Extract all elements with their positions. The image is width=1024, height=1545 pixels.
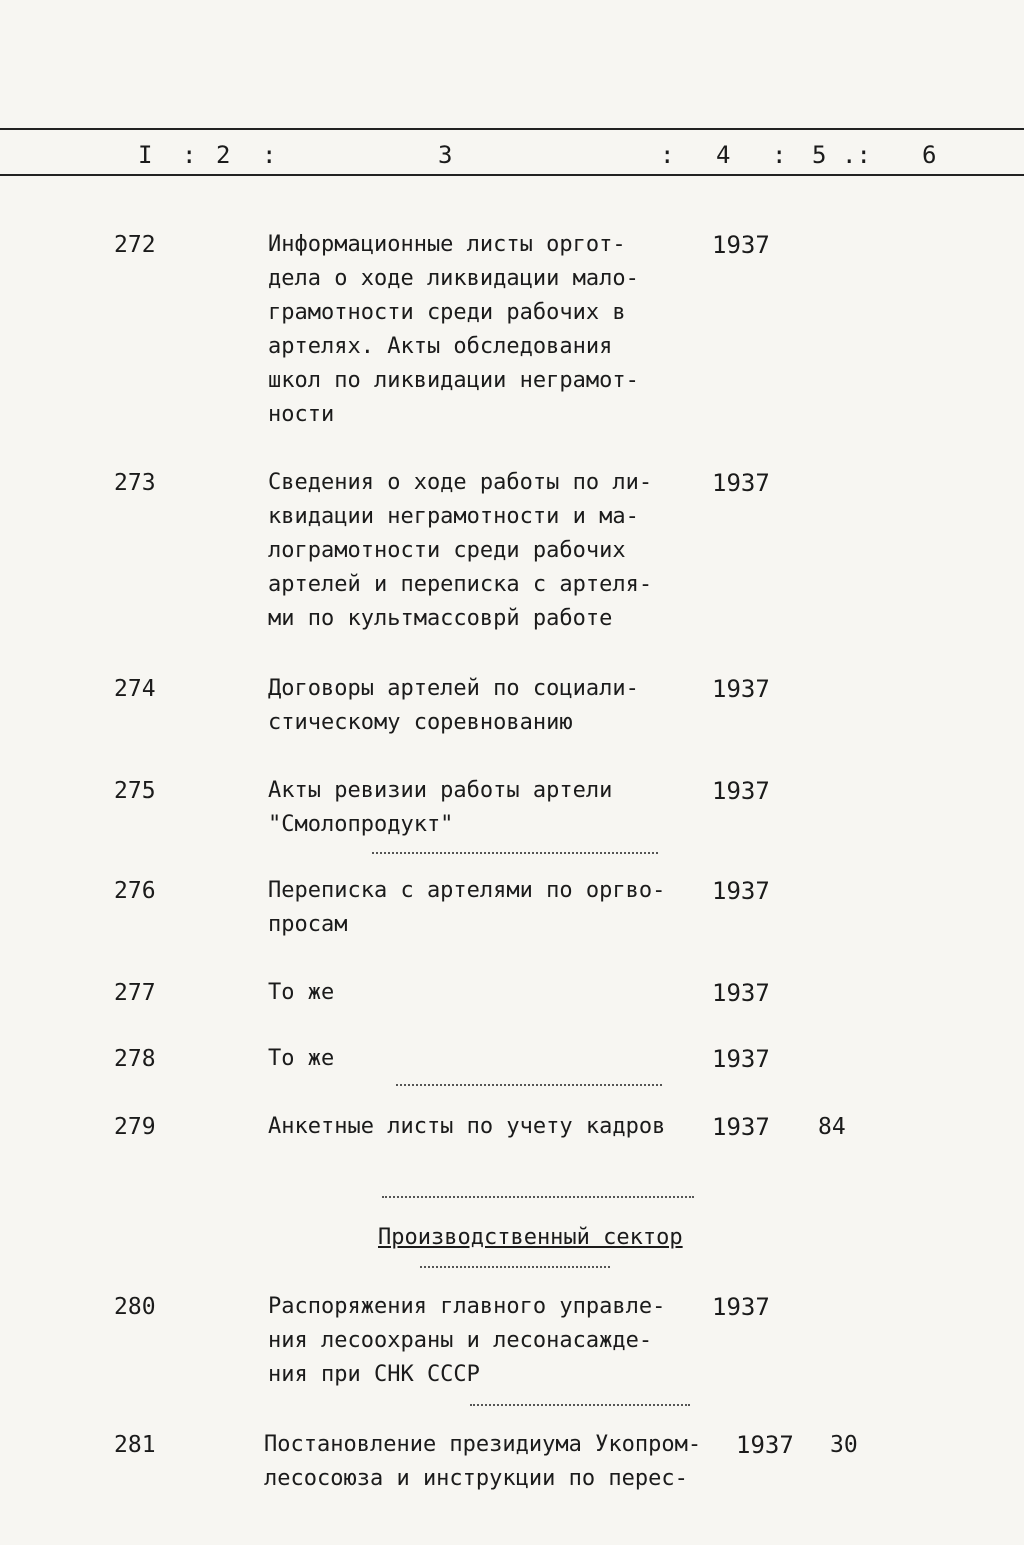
file-number: 280 <box>114 1294 156 1320</box>
column-2-label: 2 <box>216 141 231 169</box>
file-title <box>268 672 698 740</box>
title-line: грамотности среди рабочих в <box>268 300 626 325</box>
file-sheet-count: 84 <box>818 1114 846 1140</box>
title-line: просам <box>268 912 348 937</box>
file-title <box>268 976 698 1010</box>
file-number: 279 <box>114 1114 156 1140</box>
title-line: То же <box>268 1046 335 1071</box>
title-line: ния лесоохраны и лесонасажде- <box>268 1328 653 1353</box>
title-line: Договоры артелей по социали- <box>268 676 639 701</box>
title-line: Распоряжения главного управле- <box>268 1294 666 1319</box>
column-separator: : <box>182 141 197 169</box>
column-separator: : <box>772 141 787 169</box>
title-line: квидации неграмотности и ма- <box>268 504 639 529</box>
title-line: Сведения о ходе работы по ли- <box>268 470 653 495</box>
title-line: артелях. Акты обследования <box>268 334 613 359</box>
file-year: 1937 <box>712 1045 770 1073</box>
file-year: 1937 <box>712 1113 770 1141</box>
title-line: Анкетные листы по учету кадров <box>268 1114 666 1139</box>
title-line: школ по ликвидации неграмот- <box>268 368 639 393</box>
title-line: "Смолопродукт" <box>268 812 454 837</box>
title-line: стическому соревнованию <box>268 710 573 735</box>
file-title <box>264 1428 734 1496</box>
column-3-label: 3 <box>438 141 453 169</box>
section-heading: Производственный сектор <box>378 1225 683 1250</box>
title-line: дела о ходе ликвидации мало- <box>268 266 639 291</box>
header-bottom-rule <box>0 174 1024 176</box>
file-title <box>268 1042 698 1076</box>
file-year: 1937 <box>712 231 770 259</box>
file-year: 1937 <box>712 777 770 805</box>
title-line: То же <box>268 980 335 1005</box>
title-line: артелей и переписка с артеля- <box>268 572 653 597</box>
file-number: 274 <box>114 676 156 702</box>
file-year: 1937 <box>712 469 770 497</box>
file-title <box>268 1290 698 1392</box>
dotted-separator <box>420 1266 610 1268</box>
column-1-label: I <box>138 141 153 169</box>
file-year: 1937 <box>736 1431 794 1459</box>
title-line: ности <box>268 402 335 427</box>
title-line: Акты ревизии работы артели <box>268 778 613 803</box>
file-year: 1937 <box>712 979 770 1007</box>
title-line: Постановление президиума Укопром- <box>264 1432 702 1457</box>
title-line: лесосоюза и инструкции по перес- <box>264 1466 688 1491</box>
title-line: Информационные листы оргот- <box>268 232 626 257</box>
file-number: 273 <box>114 470 156 496</box>
title-line: лограмотности среди рабочих <box>268 538 626 563</box>
dotted-separator <box>396 1084 662 1086</box>
file-number: 278 <box>114 1046 156 1072</box>
dotted-separator <box>372 852 658 854</box>
file-number: 272 <box>114 232 156 258</box>
column-4-label: 4 <box>716 141 731 169</box>
column-separator: : <box>262 141 277 169</box>
dotted-separator <box>470 1404 690 1406</box>
file-title <box>268 774 698 842</box>
file-number: 277 <box>114 980 156 1006</box>
file-number: 281 <box>114 1432 156 1458</box>
file-number: 275 <box>114 778 156 804</box>
column-separator: : <box>660 141 675 169</box>
dotted-separator <box>382 1196 694 1198</box>
column-5-label: 5 <box>812 141 827 169</box>
header-top-rule <box>0 128 1024 130</box>
title-line: Переписка с артелями по оргво- <box>268 878 666 903</box>
file-number: 276 <box>114 878 156 904</box>
file-title <box>268 228 698 432</box>
column-6-label: 6 <box>922 141 937 169</box>
column-separator: .: <box>842 141 871 169</box>
file-year: 1937 <box>712 675 770 703</box>
file-sheet-count: 30 <box>830 1432 858 1458</box>
file-title <box>268 874 698 942</box>
title-line: ми по культмассоврй работе <box>268 606 613 631</box>
title-line: ния при СНК СССР <box>268 1362 480 1387</box>
file-title <box>268 466 698 636</box>
file-year: 1937 <box>712 1293 770 1321</box>
file-title <box>268 1110 698 1144</box>
file-year: 1937 <box>712 877 770 905</box>
